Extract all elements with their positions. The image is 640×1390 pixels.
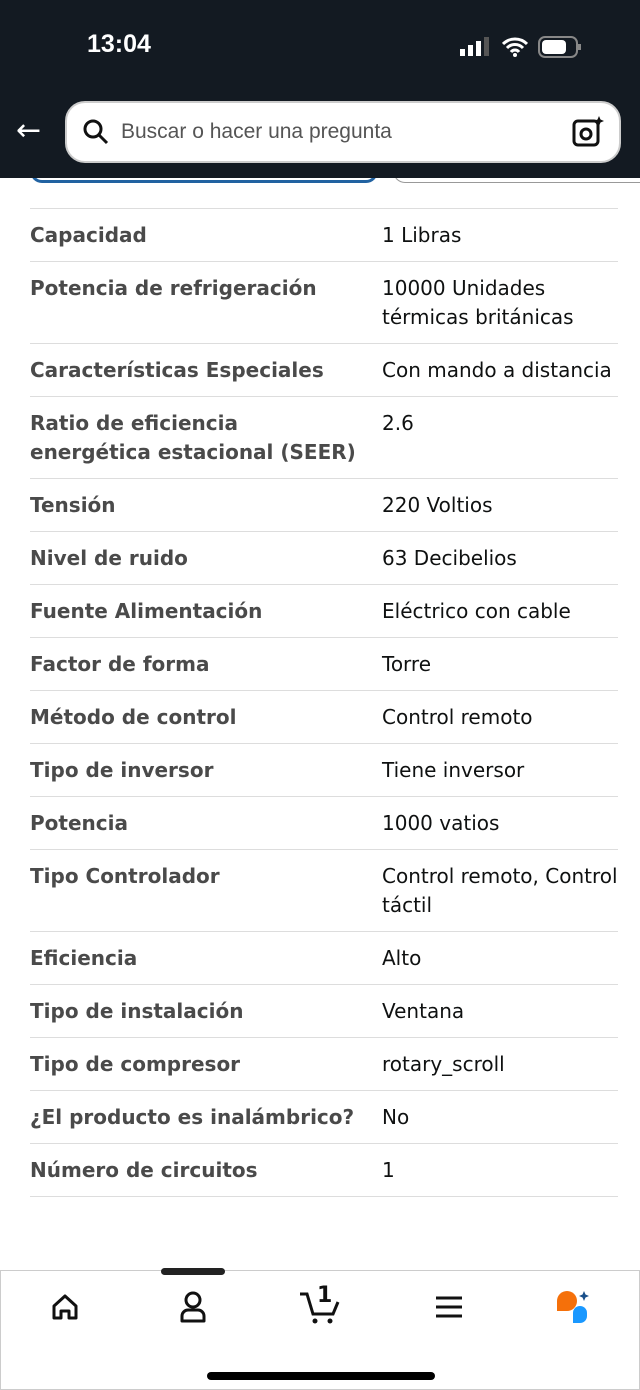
battery-icon	[538, 36, 582, 58]
spec-label: Potencia	[30, 811, 128, 835]
spec-value: 1 Libras	[382, 223, 462, 247]
spec-label: Capacidad	[30, 223, 147, 247]
back-arrow-icon[interactable]: ←	[16, 113, 42, 148]
table-row	[30, 344, 618, 397]
nav-menu[interactable]	[429, 1289, 469, 1325]
spec-label: Tipo Controlador	[30, 864, 220, 888]
spec-label: Número de circuitos	[30, 1158, 258, 1182]
user-icon	[179, 1291, 207, 1323]
status-time: 13:04	[87, 30, 151, 58]
bottom-nav	[0, 1270, 640, 1390]
table-row	[30, 797, 618, 850]
spec-label: Ratio de eficiencia energética estacional (SEER)	[30, 411, 356, 464]
table-row	[30, 532, 618, 585]
spec-value: Con mando a distancia	[382, 358, 612, 382]
specs-table	[30, 208, 618, 1197]
spec-value: 10000 Unidades térmicas británicas	[382, 276, 574, 329]
nav-account[interactable]	[173, 1289, 213, 1325]
menu-icon	[435, 1295, 463, 1319]
spec-value: Eléctrico con cable	[382, 599, 571, 623]
spec-label: Factor de forma	[30, 652, 210, 676]
table-row	[30, 985, 618, 1038]
table-row	[30, 585, 618, 638]
spec-value: Ventana	[382, 999, 465, 1023]
table-row	[30, 744, 618, 797]
home-icon	[51, 1293, 79, 1321]
table-row	[30, 638, 618, 691]
spec-value: Control remoto	[382, 705, 533, 729]
search-input[interactable]	[65, 101, 621, 163]
spec-label: Eficiencia	[30, 946, 138, 970]
table-row	[30, 397, 618, 479]
spec-value: rotary_scroll	[382, 1052, 505, 1076]
status-icons	[460, 36, 582, 58]
cart-count: 1	[317, 1283, 333, 1308]
nav-cart[interactable]	[299, 1283, 343, 1325]
table-row	[30, 1144, 618, 1197]
top-header	[0, 0, 640, 178]
table-row	[30, 850, 618, 932]
spec-label: Fuente Alimentación	[30, 599, 263, 623]
camera-lens-icon[interactable]	[571, 115, 605, 149]
table-row	[30, 479, 618, 532]
spec-value: 1	[382, 1158, 395, 1182]
spec-value: No	[382, 1105, 410, 1129]
spec-label: Potencia de refrigeración	[30, 276, 317, 300]
wifi-icon	[502, 37, 528, 57]
spec-value: Alto	[382, 946, 422, 970]
spec-value: 220 Voltios	[382, 493, 493, 517]
assistant-icon	[553, 1289, 593, 1325]
active-tab-indicator	[161, 1268, 225, 1275]
home-indicator	[207, 1372, 435, 1380]
spec-label: Características Especiales	[30, 358, 324, 382]
table-row	[30, 1091, 618, 1144]
search-icon	[83, 119, 109, 145]
spec-value: Tiene inversor	[382, 758, 525, 782]
table-row	[30, 1038, 618, 1091]
spec-value: 63 Decibelios	[382, 546, 517, 570]
spec-label: Método de control	[30, 705, 237, 729]
spec-label: Nivel de ruido	[30, 546, 188, 570]
spec-value: 1000 vatios	[382, 811, 500, 835]
table-row	[30, 262, 618, 344]
spec-label: ¿El producto es inalámbrico?	[30, 1105, 355, 1129]
signal-icon	[460, 37, 492, 57]
spec-value: Torre	[382, 652, 432, 676]
search-placeholder: Buscar o hacer una pregunta	[121, 120, 392, 143]
table-row	[30, 691, 618, 744]
spec-label: Tipo de inversor	[30, 758, 214, 782]
table-row	[30, 209, 618, 262]
table-row	[30, 932, 618, 985]
spec-value: Control remoto, Control táctil	[382, 864, 618, 917]
nav-home[interactable]	[45, 1289, 85, 1325]
spec-label: Tipo de compresor	[30, 1052, 241, 1076]
spec-label: Tipo de instalación	[30, 999, 244, 1023]
spec-label: Tensión	[30, 493, 116, 517]
nav-assistant[interactable]	[553, 1289, 593, 1325]
spec-value: 2.6	[382, 411, 414, 435]
